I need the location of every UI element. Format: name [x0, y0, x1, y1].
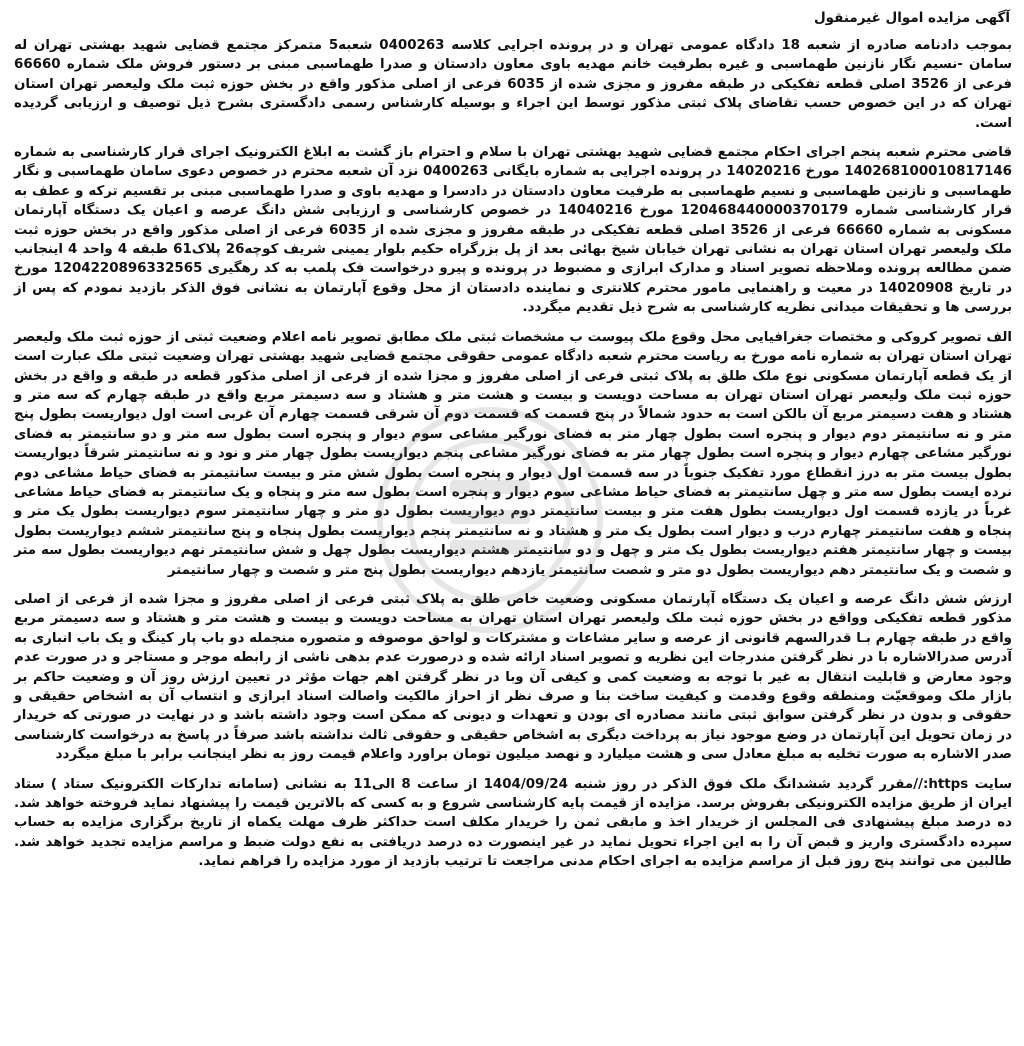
expert-report-paragraph: قاضی محترم شعبه پنجم اجرای احکام مجتمع قضایی شهید بهشتی تهران با سلام و احترام باز گشت به ابلاغ الکترونیک اجرای قرار کارشناسی به شماره 140268100010817146 مورخ 14020216 در پرونده اجرایی به شماره بایگانی 0400263 نزد آن شعبه محترم در خصوص دعوی سامان طهماسبی و نگار طهماسبی و نازنین طهماسبی و نسیم طهماسبی به طرفیت معاون دادستان در دادسرا و مهدیه باوی و صدرا طهماسبی مبنی بر تقسیم ترکه و عطف به قرار کارشناسی شماره 120468440000370179 مورخ 14040216 در خصوص کارشناسی و ارزیابی شش دانگ عرصه و اعیان یک دستگاه آپارتمان مسکونی به شماره 66660 فرعی از 3526 اصلی قطعه تفکیکی در طبقه مفروز و مجزی شده از 6035 فرعی از اصلی مذکور واقع در بخش حوزه ثبت ملک ولیعصر تهران استان تهران به نشانی تهران خیابان شیخ بهائی بعد از پل بزرگراه حکیم بلوار یمینی شریف کوچه26 پلاک61 طبقه 4 واحد 4 اینجانب ضمن مطالعه پرونده وملاحظه تصویر اسناد و مدارک ابرازی و مضبوط در پرونده و پیرو درخواست فک پلمب به کد رهگیری 1204220896332565 مورخ در تاریخ 14020908 در معیت و راهنمایی مامور محترم کلانتری و نماینده دادستان از محل وقوع آپارتمان به نشانی فوق الذکر بازدید نمودم که پس از بررسی ها و تحقیقات میدانی نظریه کارشناسی به شرح ذیل تقدیم میگردد. — [14, 145, 1013, 316]
intro-paragraph: بموجب دادنامه صادره از شعبه 18 دادگاه عمومی تهران و در پرونده اجرایی کلاسه 0400263 شعبه5 متمرکز مجتمع قضایی شهید بهشتی تهران له سامان -نسیم نگار نازنین طهماسبی و غیره بطرفیت خانم مهدیه باوی معاون دادستان و صدرا طهماسبی مبنی بر دستور فروش ملک شماره 66660 فرعی از 3526 اصلی قطعه تفکیکی در طبقه مفروز و مجزی شده از 6035 فرعی از اصلی مذکور واقع در بخش حوزه ثبت ملک ولیعصر تهران استان تهران که در این خصوص حسب تقاضای پلاک ثبتی مذکور توسط این اجراء و بوسیله کارشناس رسمی دادگستری بشرح ذیل توصیف و ارزیابی گردیده است. — [14, 38, 1012, 131]
property-description-paragraph: الف تصویر کروکی و مختصات جغرافیایی محل وقوع ملک پیوست ب مشخصات ثبتی ملک مطابق تصویر نامه اعلام وضعیت ثبتی از حوزه ثبت ملک ولیعصر تهران استان تهران به شماره نامه مورخ به ریاست محترم شعبه دادگاه عمومی حقوقی مجتمع قضایی شهید بهشتی تهران وضعیت ثبتی ملک عبارت است از یک قطعه آپارتمان مسکونی نوع ملک طلق به پلاک ثبتی فرعی از اصلی مفروز و مجزا شده از فرعی از اصلی مذکور قطعه در طبقه و واقع در بخش حوزه ثبت ملک ولیعصر تهران استان تهران به مساحت دویست و بیست و هشت متر و هشتاد و سه دسیمتر مربع واقع در طبقه چهارم که سه متر و هشتاد و هفت دسیمتر مربع آن بالکن است به حدود شمالاً در پنج قسمت که قسمت دوم آن شرقی قسمت چهارم آن غربی است اول دیواریست بطول پنج متر و نه سانتیمتر دوم دیوار و پنجره است بطول چهار متر به فضای نورگیر مشاعی سوم دیوار و پنجره است بطول سه متر و دو سانتیمتر به فضای نورگیر مشاعی چهارم دیوار و پنجره است بطول چهار متر به فضای نورگیر مشاعی پنجم دیواریست بطول چهار متر و نود و نه سانتیمتر شرقاً دیواریست بطول بیست متر به درز انقطاع مورد تفکیک جنوباً در سه قسمت اول دیوار و پنجره است بطول شش متر و بیست سانتیمتر به فضای حیاط مشاعی دوم نرده ایست بطول سه متر و چهل سانتیمتر به فضای حیاط مشاعی سوم دیوار و پنجره است بطول سه متر و پنجاه و یک سانتیمتر به فضای حیاط مشاعی غرباً در یازده قسمت اول دیواریست بطول هفت متر و بیست سانتیمتر دوم دیواریست بطول دو متر و چهار سانتیمتر سوم دیواریست بطول یک متر و پنجاه و هفت سانتیمتر چهارم درب و دیوار است بطول یک متر و هشتاد و نه سانتیمتر پنجم دیواریست بطول پنجاه و پنج سانتیمتر ششم دیواریست بطول بیست و چهار سانتیمتر هفتم دیواریست بطول یک متر و چهل و دو سانتیمتر هشتم دیواریست بطول چهل و شش سانتیمتر نهم دیواریست بطول سه متر و شصت و یک سانتیمتر دهم دیواریست بطول دو متر و شصت سانتیمتر یازدهم دیواریست بطول پنج متر و شصت و چهار سانتیمتر — [14, 329, 1012, 578]
valuation-paragraph: ارزش شش دانگ عرصه و اعیان یک دستگاه آپارتمان مسکونی وضعیت خاص طلق به پلاک ثبتی فرعی از اصلی مفروز و مجزا شده از فرعی از اصلی مذکور قطعه تفکیکی وواقع در بخش حوزه ثبت ملک ولیعصر تهران استان تهران به مساحت دویست و بیست و هشت متر و هشتاد و سه دسیمتر مربع واقع در طبقه چهارم بـا قدرالسهم قانونی از عرصه و سایر مشاعات و مشترکات و لواحق موصوفه و متصوره منجمله دو باب پار کینگ و یک باب انباری به آدرس صدرالاشاره با در نظر گرفتن مندرجات این نظریه و تصویر اسناد ارائه شده و درصورت عدم بدهی ناشی از رابطه موجر و مستاجر و در صورت عدم وجود معارض و قابلیت انتقال به غیر با توجه به وضعیت کمی و کیفی آن وبا در نظر گرفتن اهم جهات مؤثر در تعیین ارزش روز آن و وضعیت حاکم بر بازار ملک وموقعیّت ومنطقه وقوع وقدمت و کیفیت ساخت بنا و صرف نظر از احراز مالکیت واصالت اسناد ابرازی و انتساب آن به اشخاص حقیقی و حقوقی و بدون در نظر گرفتن سوابق ثبتی مانند مصادره ای بودن و تعهدات و دیونی که ممکن است وجود داشته باشد و در نهایت در صورتی که خریدار در زمان تحویل این آپارتمان در وضع موجود نیاز به پرداخت دیگری به اشخاص حقیقی و حقوقی ثالث نداشته باشد صرفاً در پاسخ به درخواست کارشناسی صدر الاشاره به صورت تخلیه به مبلغ معادل سی و هشت میلیارد و نهصد میلیون تومان براورد واعلام قیمت روز به نظر اینجانب برابر با مبلغ میگردد — [14, 591, 1012, 763]
notice-title: آگهی مزایده اموال غیرمنقول — [813, 10, 1010, 26]
auction-terms-paragraph: سایت https://مقرر گردید ششدانگ ملک فوق الذکر در روز شنبه 1404/09/24 از ساعت 8 الی11 به نشانی (سامانه تدارکات الکترونیک ستاد ) ستاد ایران از طریق مزایده الکترونیکی بفروش برسد. مزایده از قیمت پایه کارشناسی شروع و به کسی که بالاترین قیمت را پیشنهاد نماید فروخته خواهد شد. ده درصد مبلغ پیشنهادی فی المجلس از خریدار اخذ و مابقی ثمن را خریدار مکلف است حداکثر ظرف مهلت یکماه از تاریخ برگزاری مزایده به حساب سپرده دادگستری واریز و قبض آن را به این اجراء تحویل نماید در غیر اینصورت ده درصد دریافتی به نفع دولت ضبط و مراسم مزایده تجدید خواهد شد. طالبین می توانند پنج روز قبل از مراسم مزایده به اجرای احکام مدنی مراجعت تا ترتیب بازدید از مورد مزایده را فراهم نماید. — [14, 776, 1012, 870]
